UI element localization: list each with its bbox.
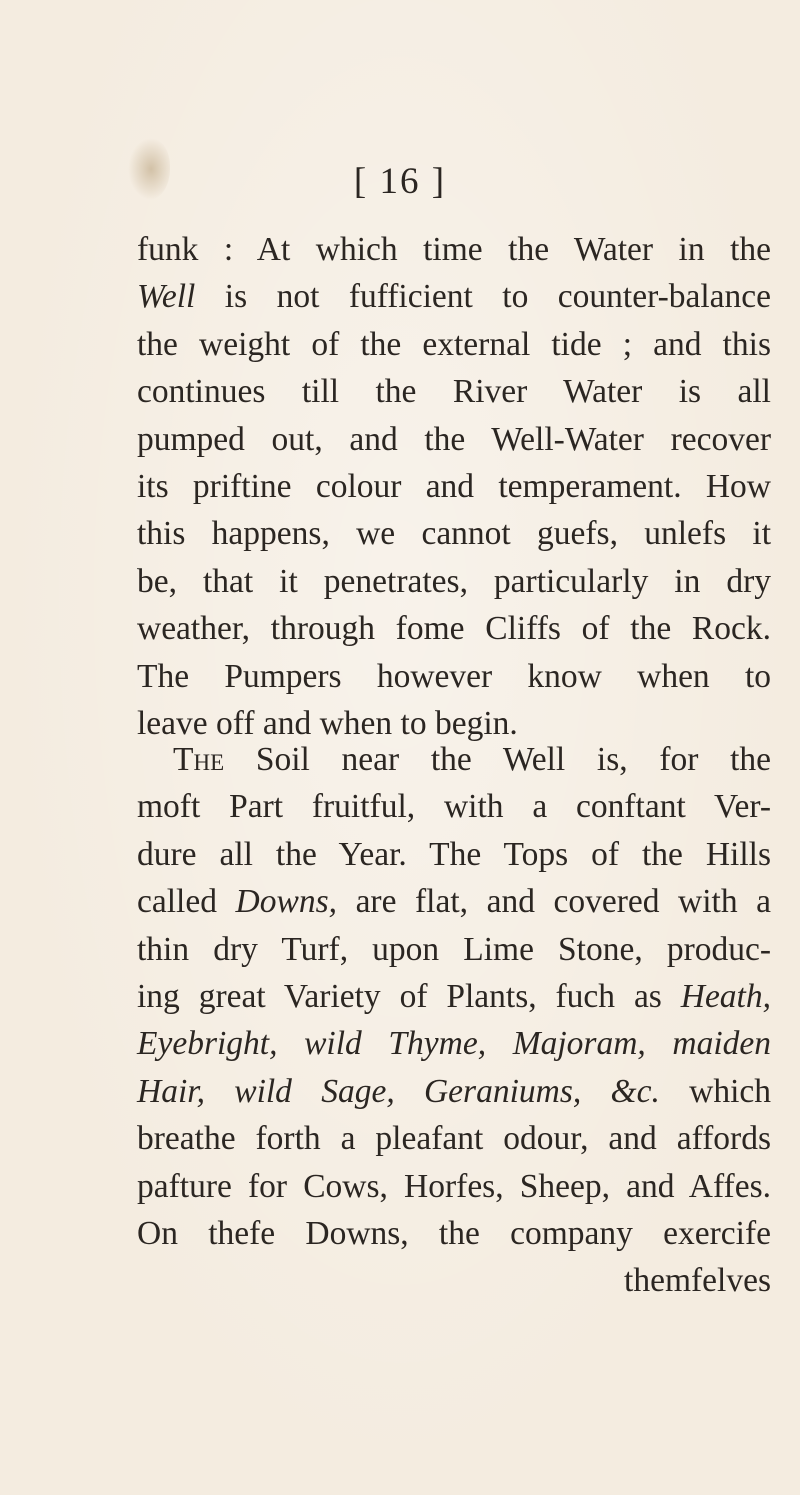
text-line: breathe forth a pleafant odour, and affords: [137, 1120, 771, 1158]
text-line: its priftine colour and temperament. How: [137, 467, 771, 505]
text-line: moft Part fruitful, with a conftant Ver-: [137, 788, 771, 826]
text-line: dure all the Year. The Tops of the Hills: [137, 835, 771, 873]
page-number: [ 16 ]: [353, 161, 447, 202]
text-line: weather, through fome Cliffs of the Rock.: [137, 610, 771, 648]
italic-term: Heath,: [680, 977, 771, 1015]
text-line: ing great Variety of Plants, fuch as Heath,: [137, 977, 771, 1015]
text-line: leave off and when to begin.: [137, 704, 518, 742]
catchword: themfelves: [624, 1262, 771, 1300]
small-caps-word: The: [173, 741, 225, 778]
paragraph-1: [137, 226, 771, 747]
text-line: On thefe Downs, the company exercife: [137, 1214, 771, 1252]
text-line: thin dry Turf, upon Lime Stone, produc-: [137, 930, 771, 968]
text-line: be, that it penetrates, particularly in dry: [137, 562, 771, 600]
text-line: Well is not fufficient to counter-balance: [137, 278, 772, 316]
text-line: The Soil near the Well is, for the: [173, 741, 771, 778]
italic-term: Well: [137, 278, 196, 316]
italic-term: Eyebright, wild Thyme, Majoram, maiden: [137, 1025, 771, 1063]
text-line: the weight of the external tide ; and this: [137, 325, 771, 363]
text-line: called Downs, are flat, and covered with a: [137, 883, 772, 921]
text-line: pafture for Cows, Horfes, Sheep, and Affes.: [137, 1167, 771, 1205]
text-line: pumped out, and the Well-Water recover: [137, 420, 771, 458]
text-line: The Pumpers however know when to: [137, 657, 771, 695]
text-line: this happens, we cannot guefs, unlefs it: [137, 515, 771, 553]
italic-term: Downs,: [235, 883, 337, 921]
paragraph-2: [137, 736, 771, 1305]
italic-term: Hair, wild Sage, Geraniums,: [137, 1072, 582, 1110]
text-line: [137, 1020, 771, 1067]
italic-term: &c.: [610, 1072, 660, 1110]
text-line: Hair, wild Sage, Geraniums, &c. which: [137, 1072, 771, 1110]
text-line: continues till the River Water is all: [137, 373, 771, 411]
text-line: funk : At which time the Water in the: [137, 231, 771, 268]
